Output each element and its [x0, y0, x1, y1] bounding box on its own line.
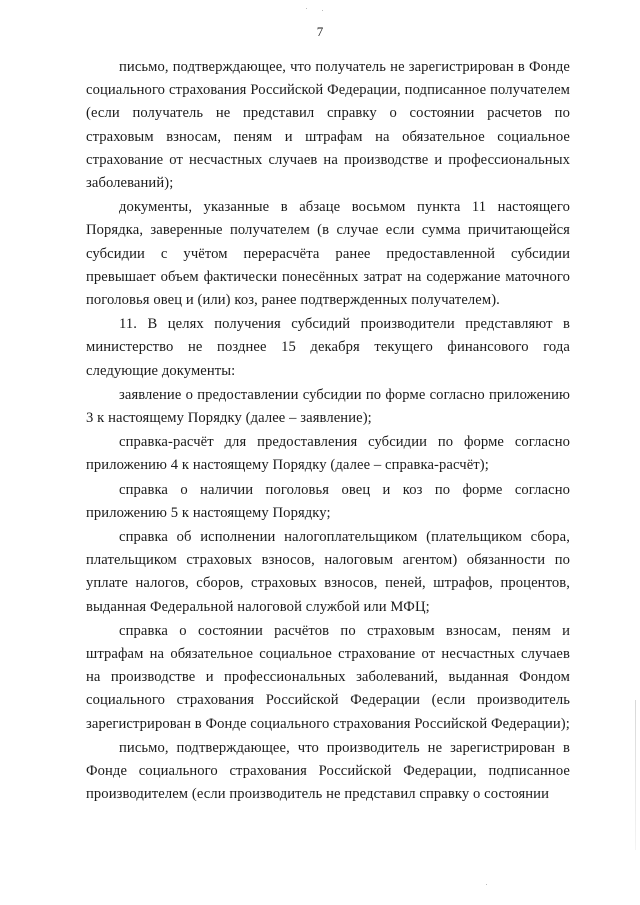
list-item-application: заявление о предоставлении субсидии по форме согласно приложению 3 к настоящему Порядку (далее – заявление); — [86, 386, 570, 427]
scan-speck — [306, 8, 307, 9]
scan-speck — [322, 10, 323, 11]
paragraph-documents-paragraph-8: документы, указанные в абзаце восьмом пункта 11 настоящего Порядка, заверенные получателем (в случае если сумма причитающейся субсидии с учётом перерасчёта ранее предоставленной субсидии превышает объем фактически понесённых затрат на содержание маточного поголовья овец и (или) коз, ранее подтвержденных получателем). — [86, 199, 570, 309]
list-item-tax-certificate: справка об исполнении налогоплательщиком (плательщиком сбора, плательщиком страховых взносов, налоговым агентом) обязанности по уплате налогов, сборов, страховых взносов, пеней, штрафов, процентов, выданная Федеральной налоговой службой или МФЦ; — [86, 529, 570, 615]
list-item-calculation-certificate: справка-расчёт для предоставления субсидии по форме согласно приложению 4 к настоящему Порядку (далее – справка-расчёт); — [86, 434, 570, 474]
page-body — [86, 56, 570, 807]
list-item-livestock-certificate: справка о наличии поголовья овец и коз по форме согласно приложению 5 к настоящему Порядку; — [86, 481, 570, 521]
page-number: 7 — [316, 24, 324, 39]
list-item-letter-fss-producer: письмо, подтверждающее, что производитель не зарегистрирован в Фонде социального страхования Российской Федерации, подписанное производителем (если производитель не представил справку о состоянии — [86, 739, 570, 803]
scan-edge-shadow — [635, 700, 636, 850]
list-item-fss-settlements-certificate: справка о состоянии расчётов по страховым взносам, пеням и штрафам на обязательное социальное страхование от несчастных случаев на производстве и профессиональных заболеваний, выданная Фондом социального страхования Российской Федерации (если производитель зарегистрирован в Фонде социального страхования Российской Федерации); — [86, 622, 570, 732]
paragraph-clause-11: 11. В целях получения субсидий производители представляют в министерство не позднее 15 декабря текущего финансового года следующие документы: — [86, 316, 570, 379]
paragraph-letter-fss-recipient: письмо, подтверждающее, что получатель не зарегистрирован в Фонде социального страхования Российской Федерации, подписанное получателем (если получатель не представил справку о состоянии расчетов по страховым взносам, пеням и штрафам на обязательное социальное страхование от несчастных случаев на производстве и профессиональных заболеваний); — [86, 59, 570, 192]
scan-speck — [486, 884, 487, 885]
